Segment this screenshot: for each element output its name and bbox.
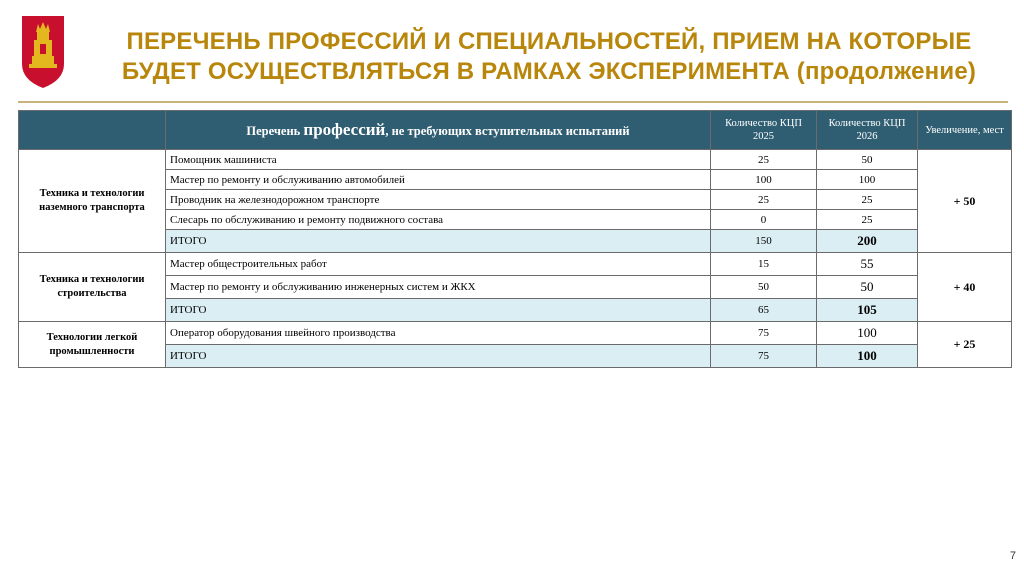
category-cell: Техника и технологии наземного транспорта <box>19 150 166 253</box>
coat-of-arms-icon <box>20 14 66 90</box>
table-row <box>19 170 1012 190</box>
kcp-2025-value: 25 <box>711 150 817 170</box>
kcp-2026-value: 100 <box>817 322 918 345</box>
header-list: Перечень профессий, не требующих вступительных испытаний <box>166 111 711 150</box>
increase-cell: + 25 <box>918 322 1012 368</box>
kcp-2025-value: 50 <box>711 276 817 299</box>
profession-name: Помощник машиниста <box>166 150 711 170</box>
title-divider <box>18 101 1008 103</box>
table-row <box>19 190 1012 210</box>
header-kcp-2026: Количество КЦП 2026 <box>817 111 918 150</box>
table-row <box>19 253 1012 276</box>
profession-name: Проводник на железнодорожном транспорте <box>166 190 711 210</box>
total-kcp-2025: 65 <box>711 299 817 322</box>
header-kcp-2025: Количество КЦП 2025 <box>711 111 817 150</box>
table-row <box>19 322 1012 345</box>
page-number: 7 <box>1009 550 1016 562</box>
title-line-1: ПЕРЕЧЕНЬ ПРОФЕССИЙ И СПЕЦИАЛЬНОСТЕЙ, ПРИЕМ НА КОТОРЫЕ <box>126 28 972 55</box>
kcp-2025-value: 25 <box>711 190 817 210</box>
profession-name: Слесарь по обслуживанию и ремонту подвижного состава <box>166 210 711 230</box>
professions-table <box>18 110 1012 368</box>
kcp-2026-value: 25 <box>817 210 918 230</box>
total-label: ИТОГО <box>166 230 711 253</box>
increase-cell: + 50 <box>918 150 1012 253</box>
title-line-2: БУДЕТ ОСУЩЕСТВЛЯТЬСЯ В РАМКАХ ЭКСПЕРИМЕНТА <box>121 58 790 85</box>
category-cell: Технологии легкой промышленности <box>19 322 166 368</box>
kcp-2025-value: 100 <box>711 170 817 190</box>
title-suffix: (продолжение) <box>796 58 977 85</box>
profession-name: Мастер по ремонту и обслуживанию инженерных систем и ЖКХ <box>166 276 711 299</box>
kcp-2025-value: 0 <box>711 210 817 230</box>
kcp-2026-value: 25 <box>817 190 918 210</box>
table-header-row <box>19 111 1012 150</box>
total-kcp-2026: 105 <box>817 299 918 322</box>
table-row <box>19 276 1012 299</box>
kcp-2025-value: 75 <box>711 322 817 345</box>
kcp-2026-value: 100 <box>817 170 918 190</box>
increase-cell: + 40 <box>918 253 1012 322</box>
table-row <box>19 210 1012 230</box>
category-cell: Техника и технологии строительства <box>19 253 166 322</box>
table-row <box>19 150 1012 170</box>
page-title <box>88 27 1010 87</box>
total-kcp-2025: 75 <box>711 345 817 368</box>
total-kcp-2025: 150 <box>711 230 817 253</box>
profession-name: Оператор оборудования швейного производства <box>166 322 711 345</box>
total-row <box>19 230 1012 253</box>
profession-name: Мастер по ремонту и обслуживанию автомобилей <box>166 170 711 190</box>
total-kcp-2026: 100 <box>817 345 918 368</box>
total-label: ИТОГО <box>166 345 711 368</box>
kcp-2026-value: 50 <box>817 276 918 299</box>
profession-name: Мастер общестроительных работ <box>166 253 711 276</box>
total-row <box>19 345 1012 368</box>
total-kcp-2026: 200 <box>817 230 918 253</box>
kcp-2025-value: 15 <box>711 253 817 276</box>
header-increase: Увеличение, мест <box>918 111 1012 150</box>
total-row <box>19 299 1012 322</box>
kcp-2026-value: 55 <box>817 253 918 276</box>
header-category <box>19 111 166 150</box>
total-label: ИТОГО <box>166 299 711 322</box>
kcp-2026-value: 50 <box>817 150 918 170</box>
